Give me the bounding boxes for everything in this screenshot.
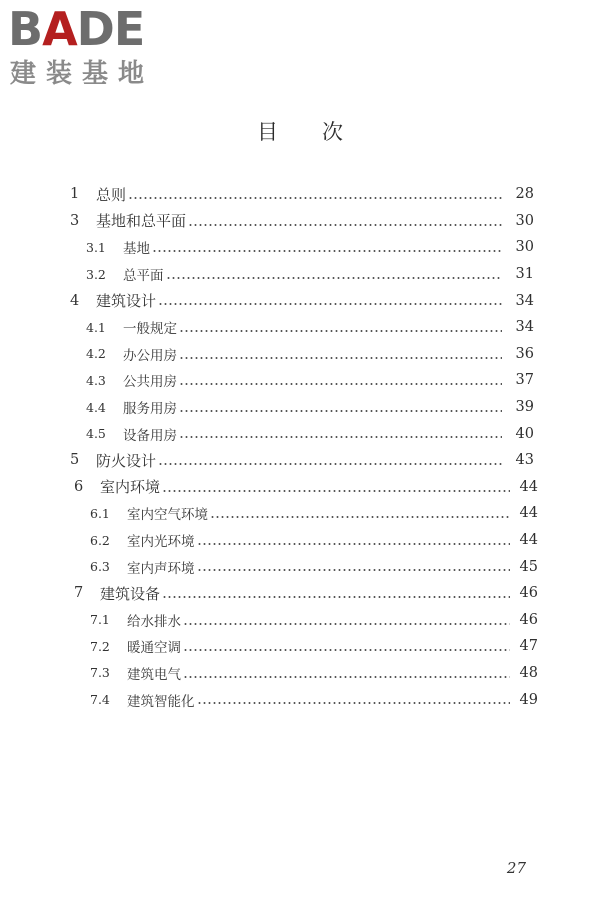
toc-entry[interactable] — [0, 394, 600, 421]
toc-entry-number: 3.1 — [86, 239, 106, 255]
toc-entry-page: 39 — [515, 399, 534, 416]
toc-leader-dots — [197, 702, 511, 704]
toc-entry-label: 一般规定 — [123, 321, 177, 338]
toc-entry-number: 4.1 — [86, 319, 106, 335]
toc-entry-label: 室内环境 — [100, 478, 161, 497]
toc-leader-dots — [158, 303, 502, 305]
toc-entry-label: 防火设计 — [96, 451, 157, 470]
toc-leader-dots — [179, 436, 502, 438]
toc-leader-dots — [162, 490, 510, 492]
toc-entry-number: 4.2 — [86, 346, 106, 362]
toc-entry-page: 49 — [519, 691, 538, 708]
toc-leader-dots — [179, 383, 502, 385]
toc-entry-page: 48 — [519, 664, 538, 681]
toc-entry[interactable] — [0, 633, 600, 660]
toc-entry-page: 44 — [519, 532, 538, 549]
toc-entry-label: 建筑设备 — [100, 584, 161, 603]
toc-entry-label: 建筑智能化 — [127, 693, 195, 710]
toc-entry-number: 4.3 — [86, 372, 106, 388]
toc-entry-number: 4.4 — [86, 399, 106, 415]
toc-entry-number: 7.1 — [90, 612, 110, 628]
toc-leader-dots — [210, 516, 510, 518]
toc-entry-label: 总平面 — [123, 268, 164, 285]
toc-entry-label: 设备用房 — [123, 427, 177, 444]
toc-entry[interactable] — [0, 341, 600, 368]
toc-entry-number: 3 — [70, 212, 80, 229]
toc-entry-label: 室内声环境 — [127, 560, 195, 577]
toc-entry-page: 28 — [515, 186, 534, 203]
toc-leader-dots — [179, 357, 502, 359]
logo-letter-a-accent: A — [42, 2, 77, 56]
page-number: 27 — [506, 859, 526, 877]
toc-entry-label: 暖通空调 — [127, 640, 181, 657]
toc-entry[interactable] — [0, 208, 600, 235]
toc-entry[interactable] — [0, 314, 600, 341]
toc-entry-number: 1 — [70, 186, 80, 203]
toc-entry-page: 30 — [515, 212, 534, 229]
toc-entry-label: 基地和总平面 — [96, 212, 187, 231]
logo-wordmark — [8, 4, 144, 54]
toc-leader-dots — [183, 649, 510, 651]
toc-entry[interactable] — [0, 234, 600, 261]
toc-entry[interactable] — [0, 607, 600, 634]
toc-entry-page: 37 — [515, 372, 534, 389]
toc-entry-number: 4 — [70, 292, 80, 309]
toc-leader-dots — [166, 277, 503, 279]
toc-entry-number: 7.3 — [90, 665, 110, 681]
toc-title — [0, 116, 600, 146]
toc-entry-label: 服务用房 — [123, 401, 177, 418]
toc-entry[interactable] — [0, 287, 600, 314]
toc-entry-number: 7.4 — [90, 692, 110, 708]
toc-entry-page: 30 — [515, 239, 534, 256]
toc-entry-label: 建筑电气 — [127, 666, 181, 683]
toc-entry-page: 46 — [519, 585, 538, 602]
toc-entry[interactable] — [0, 660, 600, 687]
toc-leader-dots — [179, 410, 502, 412]
logo-letters-de: DE — [76, 2, 145, 56]
toc-leader-dots — [197, 569, 511, 571]
toc-entry-number: 4.5 — [86, 426, 106, 442]
toc-entry-label: 给水排水 — [127, 613, 181, 630]
toc-entry-label: 室内空气环境 — [127, 507, 208, 524]
toc-entry-page: 31 — [515, 266, 534, 283]
toc-entry-number: 3.2 — [86, 266, 106, 282]
toc-entry-page: 36 — [515, 345, 534, 362]
toc-leader-dots — [152, 250, 502, 252]
toc-entry-page: 34 — [515, 319, 534, 336]
toc-leader-dots — [158, 463, 502, 465]
table-of-contents — [0, 181, 600, 713]
toc-entry[interactable] — [0, 580, 600, 607]
toc-entry-label: 建筑设计 — [96, 292, 157, 311]
toc-entry-number: 6 — [74, 478, 84, 495]
toc-entry[interactable] — [0, 527, 600, 554]
toc-entry[interactable] — [0, 474, 600, 501]
toc-entry-label: 基地 — [123, 241, 150, 258]
toc-entry[interactable] — [0, 686, 600, 713]
toc-entry[interactable] — [0, 367, 600, 394]
toc-entry-page: 34 — [515, 292, 534, 309]
toc-entry-number: 7.2 — [90, 638, 110, 654]
toc-entry-label: 办公用房 — [123, 347, 177, 364]
toc-entry-page: 46 — [519, 611, 538, 628]
toc-entry-page: 44 — [519, 505, 538, 522]
toc-leader-dots — [188, 224, 502, 226]
toc-entry-label: 室内光环境 — [127, 534, 195, 551]
toc-leader-dots — [162, 596, 510, 598]
toc-entry[interactable] — [0, 420, 600, 447]
toc-entry-number: 5 — [70, 452, 80, 469]
toc-entry[interactable] — [0, 261, 600, 288]
toc-entry-number: 6.1 — [90, 505, 110, 521]
toc-entry-page: 40 — [515, 425, 534, 442]
toc-entry-label: 总则 — [96, 185, 127, 204]
toc-entry[interactable] — [0, 553, 600, 580]
bade-logo — [8, 4, 178, 96]
toc-entry-number: 7 — [74, 585, 84, 602]
toc-entry[interactable] — [0, 181, 600, 208]
toc-leader-dots — [183, 676, 510, 678]
toc-leader-dots — [183, 623, 510, 625]
toc-leader-dots — [197, 543, 511, 545]
toc-entry-page: 43 — [515, 452, 534, 469]
toc-entry[interactable] — [0, 500, 600, 527]
toc-entry[interactable] — [0, 447, 600, 474]
toc-leader-dots — [179, 330, 502, 332]
logo-subtitle: 建装基地 — [10, 59, 155, 89]
toc-title-char-1: 目 — [257, 120, 278, 144]
toc-entry-label: 公共用房 — [123, 374, 177, 391]
toc-entry-number: 6.3 — [90, 559, 110, 575]
toc-leader-dots — [128, 197, 502, 199]
toc-entry-page: 45 — [519, 558, 538, 575]
toc-title-char-2: 次 — [322, 120, 343, 144]
toc-entry-number: 6.2 — [90, 532, 110, 548]
toc-entry-page: 44 — [519, 478, 538, 495]
logo-letter-b: B — [8, 2, 43, 56]
toc-entry-page: 47 — [519, 638, 538, 655]
